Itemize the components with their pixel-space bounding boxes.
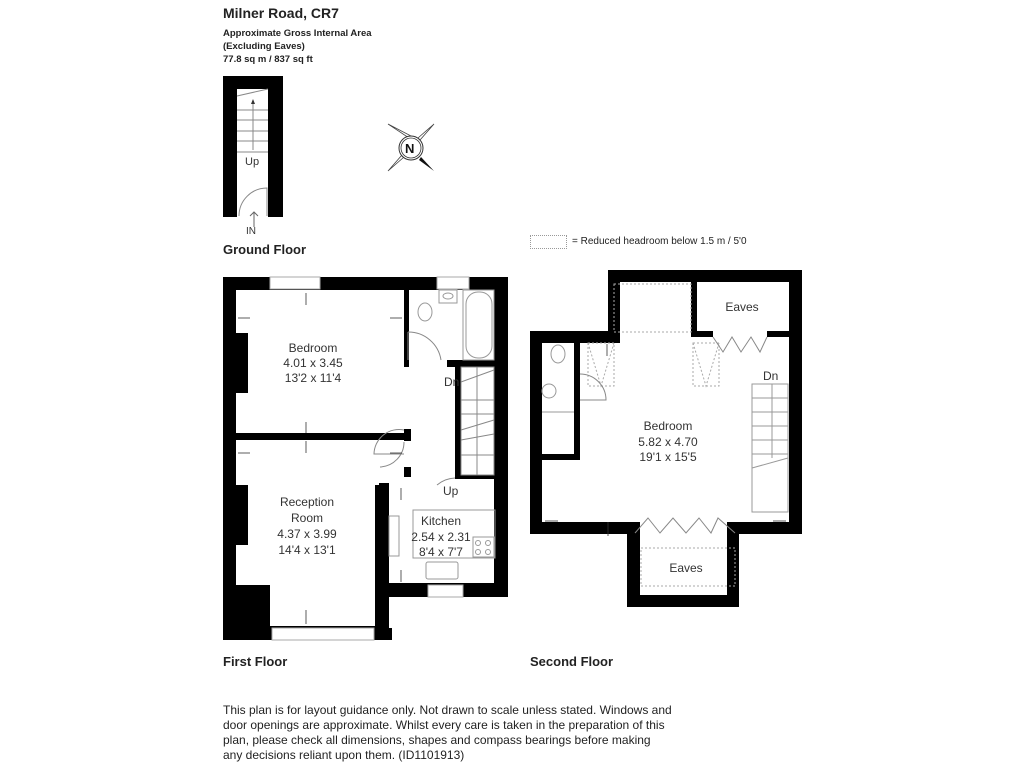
first-stairs-up: Up — [443, 484, 459, 498]
legend-text: = Reduced headroom below 1.5 m / 5'0 — [572, 236, 747, 247]
ground-floor-label: Ground Floor — [223, 242, 307, 257]
area-label: Approximate Gross Internal Area — [223, 28, 372, 39]
reception-metric: 4.37 x 3.99 — [277, 527, 337, 541]
reception-imperial: 14'4 x 13'1 — [278, 543, 336, 557]
bedroom-1-imperial: 13'2 x 11'4 — [284, 371, 342, 385]
bedroom-1-name: Bedroom — [288, 341, 338, 355]
bedroom-2-metric: 5.82 x 4.70 — [638, 435, 698, 449]
ground-stairs-up: Up — [245, 156, 260, 168]
second-stairs-down: Dn — [763, 369, 779, 383]
ground-floor-plan — [223, 76, 283, 227]
area-note: (Excluding Eaves) — [223, 41, 305, 52]
bedroom-1-metric: 4.01 x 3.45 — [283, 356, 343, 370]
kitchen-imperial: 8'4 x 7'7 — [419, 545, 463, 559]
second-floor-label: Second Floor — [530, 654, 614, 669]
first-floor-plan — [223, 277, 508, 640]
reception-name-1: Reception — [279, 495, 335, 509]
first-stairs-down: Dn — [444, 375, 460, 389]
bedroom-2-name: Bedroom — [643, 419, 693, 433]
area-value: 77.8 sq m / 837 sq ft — [223, 54, 313, 65]
bedroom-2-imperial: 19'1 x 15'5 — [639, 450, 697, 464]
kitchen-metric: 2.54 x 2.31 — [411, 530, 471, 544]
property-title: Milner Road, CR7 — [223, 5, 339, 21]
reception-name-2: Room — [290, 511, 324, 525]
entrance-label: IN — [246, 226, 256, 237]
eaves-bottom-label: Eaves — [669, 561, 703, 575]
disclaimer-text: This plan is for layout guidance only. Not drawn to scale unless stated. Windows and door openings are approximate. Whilst every care is taken in the preparation of this plan, please check all dimensions, shapes and compass bearings before making any decisions reliant upon them. (ID1101913) — [223, 703, 672, 762]
compass-north-label: N — [405, 141, 415, 156]
first-floor-label: First Floor — [223, 654, 288, 669]
kitchen-name: Kitchen — [420, 514, 462, 528]
eaves-top-label: Eaves — [725, 300, 759, 314]
